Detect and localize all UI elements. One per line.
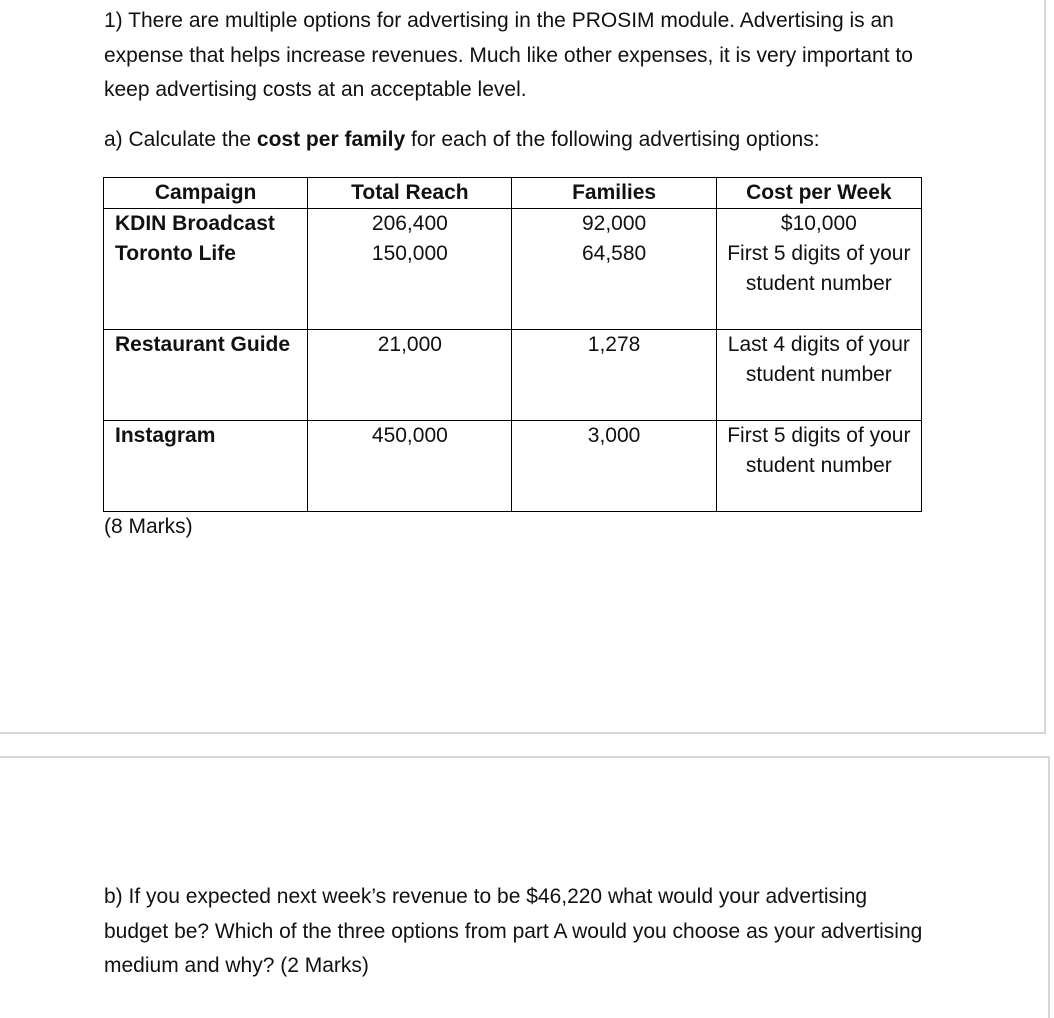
cell-campaign: Toronto Life bbox=[104, 239, 308, 330]
table-row bbox=[104, 209, 922, 240]
table-row bbox=[104, 330, 922, 421]
cell-cost: $10,000 bbox=[716, 209, 921, 240]
cell-campaign: KDIN Broadcast bbox=[104, 209, 308, 240]
header-total-reach: Total Reach bbox=[308, 178, 512, 209]
part-a-bold: cost per family bbox=[256, 128, 406, 151]
cell-campaign: Instagram bbox=[104, 421, 308, 512]
part-b-prompt: b) If you expected next week’s revenue to be $46,220 what would your advertising budget be? Which of the three options from part A would you choose as your advertising medium and why? (2 Marks) bbox=[104, 885, 923, 977]
table-row bbox=[104, 239, 922, 330]
part-a-suffix: for each of the following advertising options: bbox=[405, 128, 820, 151]
part-a-marks: (8 Marks) bbox=[104, 515, 193, 538]
question-intro: 1) There are multiple options for advertising in the PROSIM module. Advertising is an expense that helps increase revenues. Much like other expenses, it is very important to keep advertising costs at an acceptable level. bbox=[104, 9, 913, 101]
cell-families: 1,278 bbox=[512, 330, 716, 421]
card-gap bbox=[0, 736, 1054, 756]
table-row bbox=[104, 421, 922, 512]
cell-families: 3,000 bbox=[512, 421, 716, 512]
cell-cost: First 5 digits of your student number bbox=[716, 239, 921, 330]
cell-reach: 150,000 bbox=[308, 239, 512, 330]
header-families: Families bbox=[512, 178, 716, 209]
cell-cost: Last 4 digits of your student number bbox=[716, 330, 921, 421]
header-cost-per-week: Cost per Week bbox=[716, 178, 921, 209]
header-campaign: Campaign bbox=[104, 178, 308, 209]
table-header-row bbox=[104, 178, 922, 209]
cell-reach: 450,000 bbox=[308, 421, 512, 512]
advertising-table bbox=[103, 177, 922, 512]
cell-families: 64,580 bbox=[512, 239, 716, 330]
cell-families: 92,000 bbox=[512, 209, 716, 240]
cell-reach: 21,000 bbox=[308, 330, 512, 421]
cell-campaign: Restaurant Guide bbox=[104, 330, 308, 421]
part-a-prompt bbox=[104, 123, 934, 158]
cell-cost: First 5 digits of your student number bbox=[716, 421, 921, 512]
part-a-prefix: a) Calculate the bbox=[104, 128, 257, 151]
cell-reach: 206,400 bbox=[308, 209, 512, 240]
